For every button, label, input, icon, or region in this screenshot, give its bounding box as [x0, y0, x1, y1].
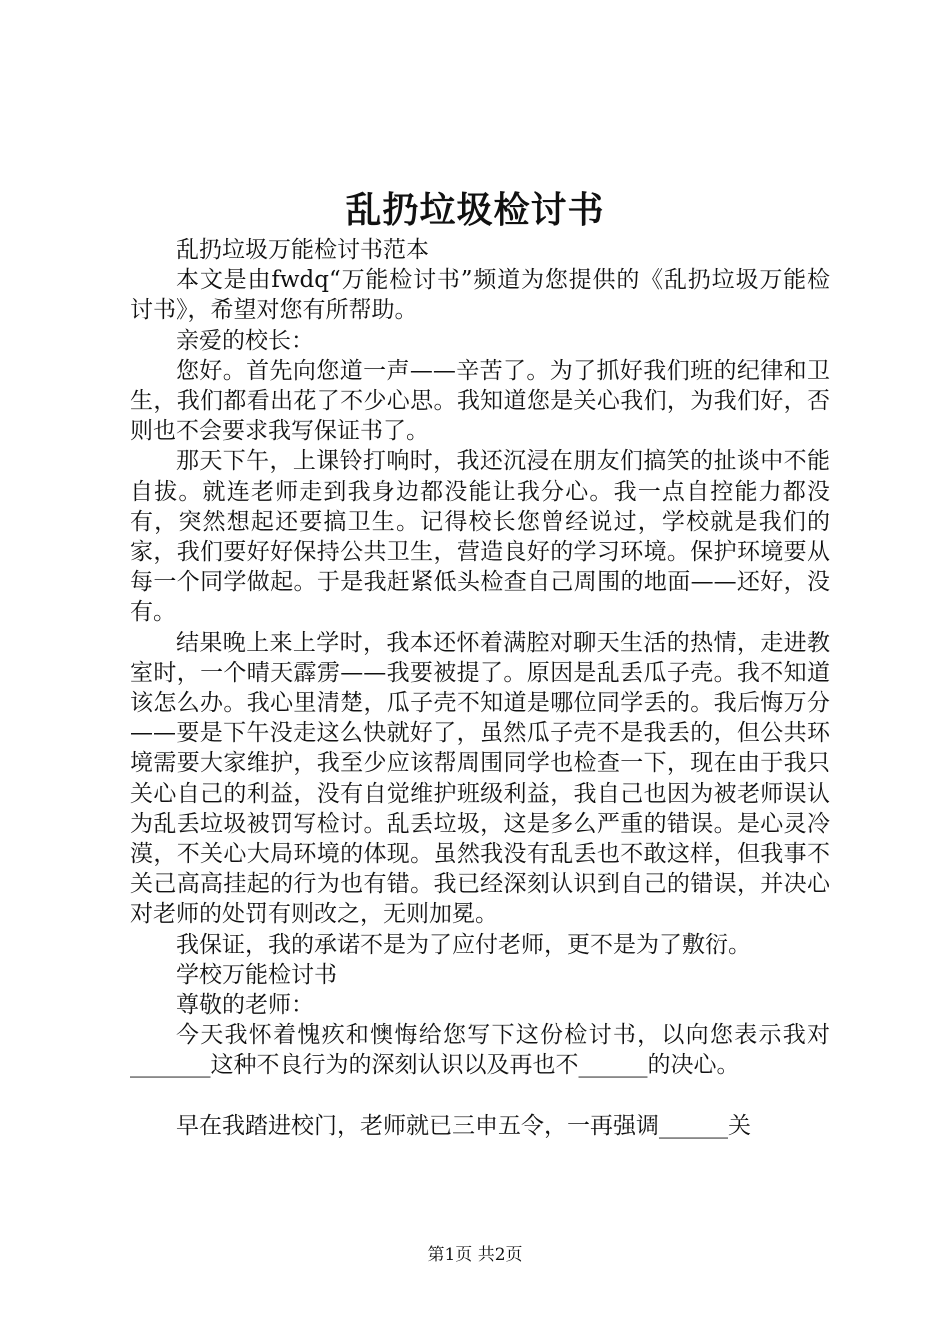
paragraph-promise: 我保证，我的承诺不是为了应付老师，更不是为了敷衍。: [176, 931, 751, 958]
paragraph-school-entry: 早在我踏进校门，老师就已三申五令，一再强调______关: [176, 1112, 751, 1139]
paragraph-section-heading: 学校万能检讨书: [176, 961, 337, 988]
paragraph-salutation-principal: 亲爱的校长：: [176, 327, 314, 354]
paragraph-subtitle: 乱扔垃圾万能检讨书范本: [176, 237, 429, 263]
paragraph-greeting: 您好。首先向您道一声——辛苦了。为了抓好我们班的纪律和卫生，我们都看出花了不少心思。我知道您是关心我们，为我们好，否则也不会要求我写保证书了。: [130, 357, 830, 445]
paragraph-intro: 本文是由fwdq“万能检讨书”频道为您提供的《乱扔垃圾万能检讨书》，希望对您有所帮助。: [130, 267, 830, 324]
paragraph-afternoon: 那天下午，上课铃打响时，我还沉浸在朋友们搞笑的扯谈中不能自拔。就连老师走到我身边都没能让我分心。我一点自控能力都没有，突然想起还要搞卫生。记得校长您曾经说过，学校就是我们的家，我们要好好保持公共卫生，营造良好的学习环境。保护环境要从每一个同学做起。于是我赶紧低头检查自己周围的地面——还好，没有。: [130, 448, 830, 626]
document-body: [130, 235, 830, 1141]
page-number: 第1页 共2页: [427, 1245, 523, 1265]
document-title: 乱扔垃圾检讨书: [345, 189, 605, 231]
paragraph-salutation-teacher: 尊敬的老师：: [176, 992, 314, 1019]
paragraph-apology: 今天我怀着愧疚和懊悔给您写下这份检讨书，以向您表示我对_______这种不良行为的深刻认识以及再也不______的决心。: [130, 1022, 830, 1079]
paragraph-evening: 结果晚上来上学时，我本还怀着满腔对聊天生活的热情，走进教室时，一个晴天霹雳——我要被提了。原因是乱丢瓜子壳。我不知道该怎么办。我心里清楚，瓜子壳不知道是哪位同学丢的。我后悔万分——要是下午没走这么快就好了，虽然瓜子壳不是我丢的，但公共环境需要大家维护，我至少应该帮周围同学也检查一下，现在由于我只关心自己的利益，没有自觉维护班级利益，我自己也因为被老师误认为乱丢垃圾被罚写检讨。乱丢垃圾，这是多么严重的错误。是心灵冷漠，不关心大局环境的体现。虽然我没有乱丢也不敢这样，但我事不关己高高挂起的行为也有错。我已经深刻认识到自己的错误，并决心对老师的处罚有则改之，无则加冕。: [130, 629, 830, 928]
